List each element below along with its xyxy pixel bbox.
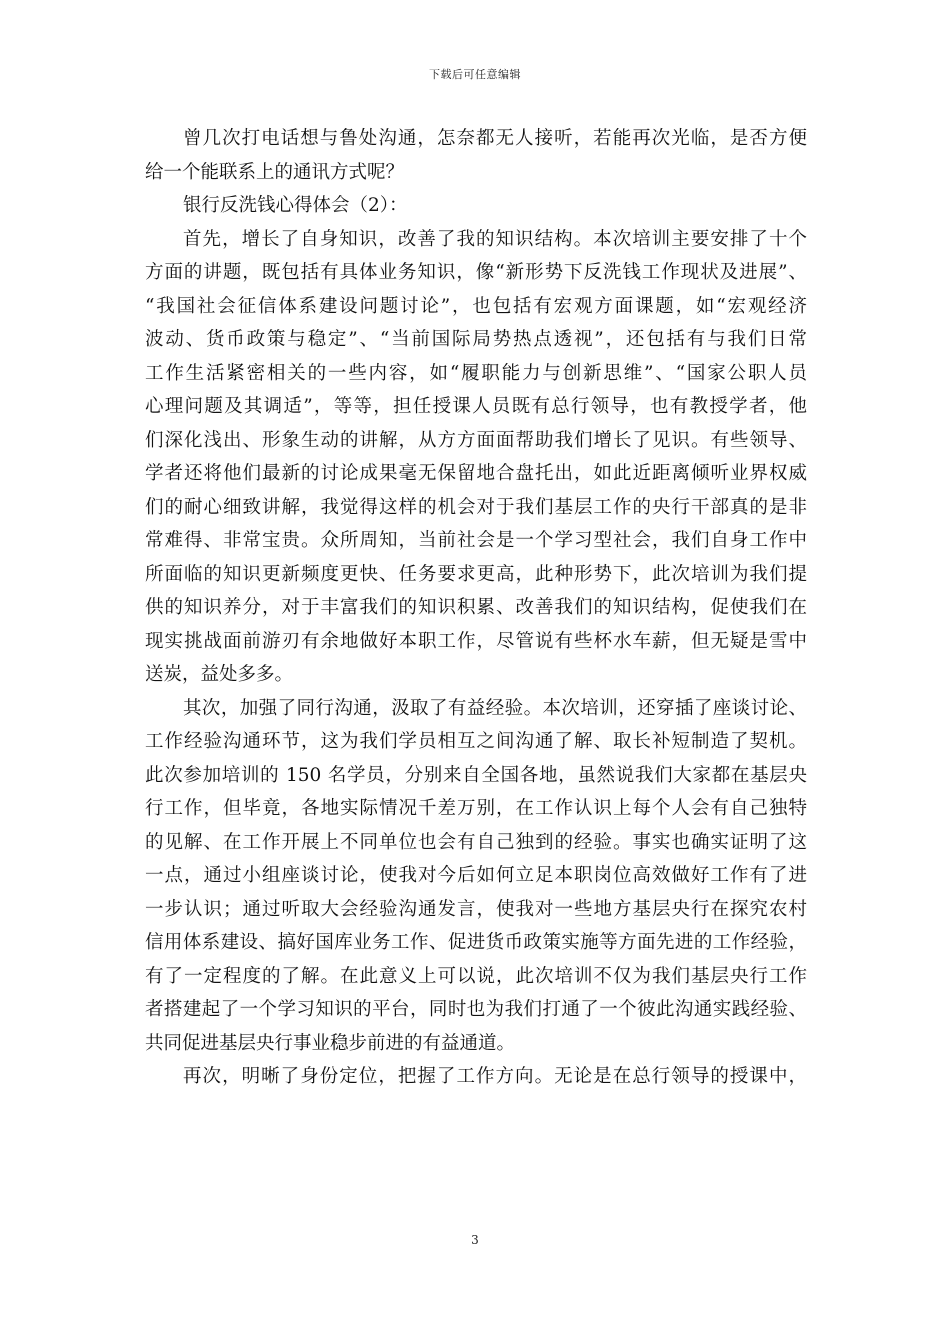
text-line: 们深化浅出、形象生动的讲解，从方方面面帮助我们增长了见识。有些领导、: [145, 429, 807, 451]
text-line: 的见解、在工作开展上不同单位也会有自己独到的经验。事实也确实证明了这: [145, 831, 807, 853]
text-line: 现实挑战面前游刃有余地做好本职工作，尽管说有些杯水车薪，但无疑是雪中: [145, 630, 807, 652]
text-line: 有了一定程度的了解。在此意义上可以说，此次培训不仅为我们基层央行工作: [145, 965, 807, 987]
text-line: 送炭，益处多多。: [145, 664, 294, 685]
text-line: 工作经验沟通环节，这为我们学员相互之间沟通了解、取长补短制造了契机。: [145, 731, 807, 752]
text-line: 常难得、非常宝贵。众所周知，当前社会是一个学习型社会，我们自身工作中: [145, 530, 807, 551]
document-body: [145, 122, 807, 1094]
text-line: 们的耐心细致讲解，我觉得这样的机会对于我们基层工作的央行干部真的是非: [145, 496, 807, 518]
text-line: 所面临的知识更新频度更快、任务要求更高，此种形势下，此次培训为我们提: [145, 563, 807, 585]
page-number: 3: [471, 1233, 479, 1247]
text-line: 此次参加培训的 150 名学员，分别来自全国各地，虽然说我们大家都在基层央: [145, 764, 807, 786]
text-line: 者搭建起了一个学习知识的平台，同时也为我们打通了一个彼此沟通实践经验、: [145, 999, 807, 1020]
text-line: 共同促进基层央行事业稳步前进的有益通道。: [145, 1032, 516, 1054]
text-line: 一步认识；通过听取大会经验沟通发言，使我对一些地方基层央行在探究农村: [145, 898, 807, 920]
text-line: 一点，通过小组座谈讨论，使我对今后如何立足本职岗位高效做好工作有了进: [145, 865, 807, 886]
text-line: 曾几次打电话想与鲁处沟通，怎奈都无人接听，若能再次光临，是否方便: [183, 128, 807, 149]
text-line: “我国社会征信体系建设问题讨论”，也包括有宏观方面课题，如“宏观经济: [145, 295, 807, 317]
text-line: 学者还将他们最新的讨论成果毫无保留地合盘托出，如此近距离倾听业界权威: [145, 463, 807, 484]
text-line: 供的知识养分，对于丰富我们的知识积累、改善我们的知识结构，促使我们在: [145, 597, 807, 618]
text-line: 行工作，但毕竟，各地实际情况千差万别，在工作认识上每个人会有自己独特: [145, 798, 807, 819]
text-line: 信用体系建设、搞好国库业务工作、促进货币政策实施等方面先进的工作经验，: [145, 932, 807, 953]
text-line: 再次，明晰了身份定位，把握了工作方向。无论是在总行领导的授课中，: [183, 1066, 807, 1087]
text-line: 心理问题及其调适”，等等，担任授课人员既有总行领导，也有教授学者，他: [145, 396, 807, 417]
text-line: 方面的讲题，既包括有具体业务知识，像“新形势下反洗钱工作现状及进展”、: [145, 262, 807, 283]
text-line: 给一个能联系上的通讯方式呢？: [145, 161, 405, 183]
text-line: 工作生活紧密相关的一些内容，如“履职能力与创新思维”、“国家公职人员: [145, 362, 807, 384]
text-line: 首先，增长了自身知识，改善了我的知识结构。本次培训主要安排了十个: [183, 228, 807, 250]
text-line: 波动、货币政策与稳定”、“当前国际局势热点透视”，还包括有与我们日常: [145, 329, 807, 350]
text-line: 其次，加强了同行沟通，汲取了有益经验。本次培训，还穿插了座谈讨论、: [183, 697, 807, 719]
text-line: 银行反洗钱心得体会（2）：: [183, 195, 408, 216]
page-header: 下载后可任意编辑: [429, 68, 521, 81]
